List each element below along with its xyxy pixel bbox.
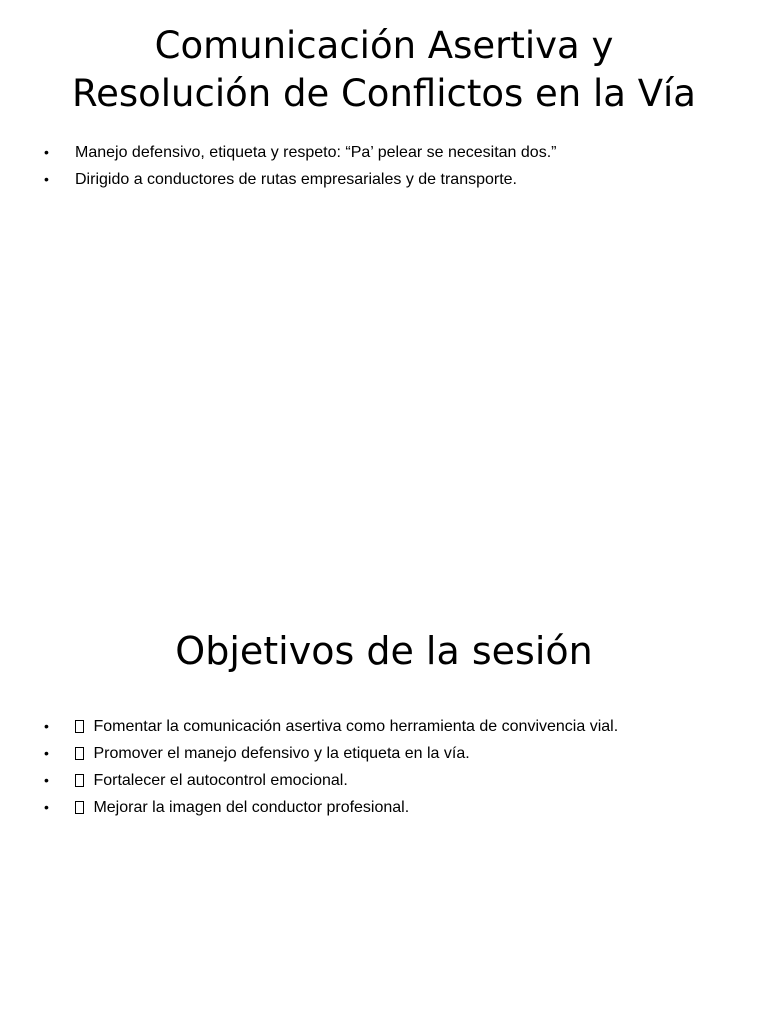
bullet-item	[44, 166, 744, 193]
bullet-item	[44, 139, 744, 166]
bullet-icon: •	[44, 799, 49, 815]
missing-glyph-icon	[75, 720, 84, 733]
title-line-1: Comunicación Asertiva y	[154, 24, 614, 67]
bullet-icon: •	[44, 718, 49, 734]
bullet-text: Promover el manejo defensivo y la etiqueta en la vía.	[93, 745, 470, 762]
title-line-2: Resolución de Conflictos en la Vía	[72, 72, 696, 115]
bullet-text: Fortalecer el autocontrol emocional.	[93, 772, 348, 789]
missing-glyph-icon	[75, 801, 84, 814]
slide-title	[0, 22, 768, 118]
bullet-item	[44, 767, 744, 794]
bullet-text: Mejorar la imagen del conductor profesional.	[93, 799, 410, 816]
bullet-icon: •	[44, 772, 49, 788]
bullet-text: Dirigido a conductores de rutas empresariales y de transporte.	[75, 171, 517, 188]
missing-glyph-icon	[75, 747, 84, 760]
bullet-icon: •	[44, 745, 49, 761]
bullet-list	[44, 139, 744, 193]
bullet-item	[44, 713, 744, 740]
bullet-item	[44, 794, 744, 821]
bullet-text: Fomentar la comunicación asertiva como herramienta de convivencia vial.	[93, 718, 619, 735]
bullet-item	[44, 740, 744, 767]
bullet-text: Manejo defensivo, etiqueta y respeto: “Pa’ pelear se necesitan dos.”	[75, 144, 557, 161]
slide-title: Objetivos de la sesión	[175, 629, 593, 673]
missing-glyph-icon	[75, 774, 84, 787]
bullet-list	[44, 713, 744, 821]
bullet-icon: •	[44, 171, 49, 187]
slide-objectives	[0, 512, 768, 1024]
bullet-icon: •	[44, 144, 49, 160]
